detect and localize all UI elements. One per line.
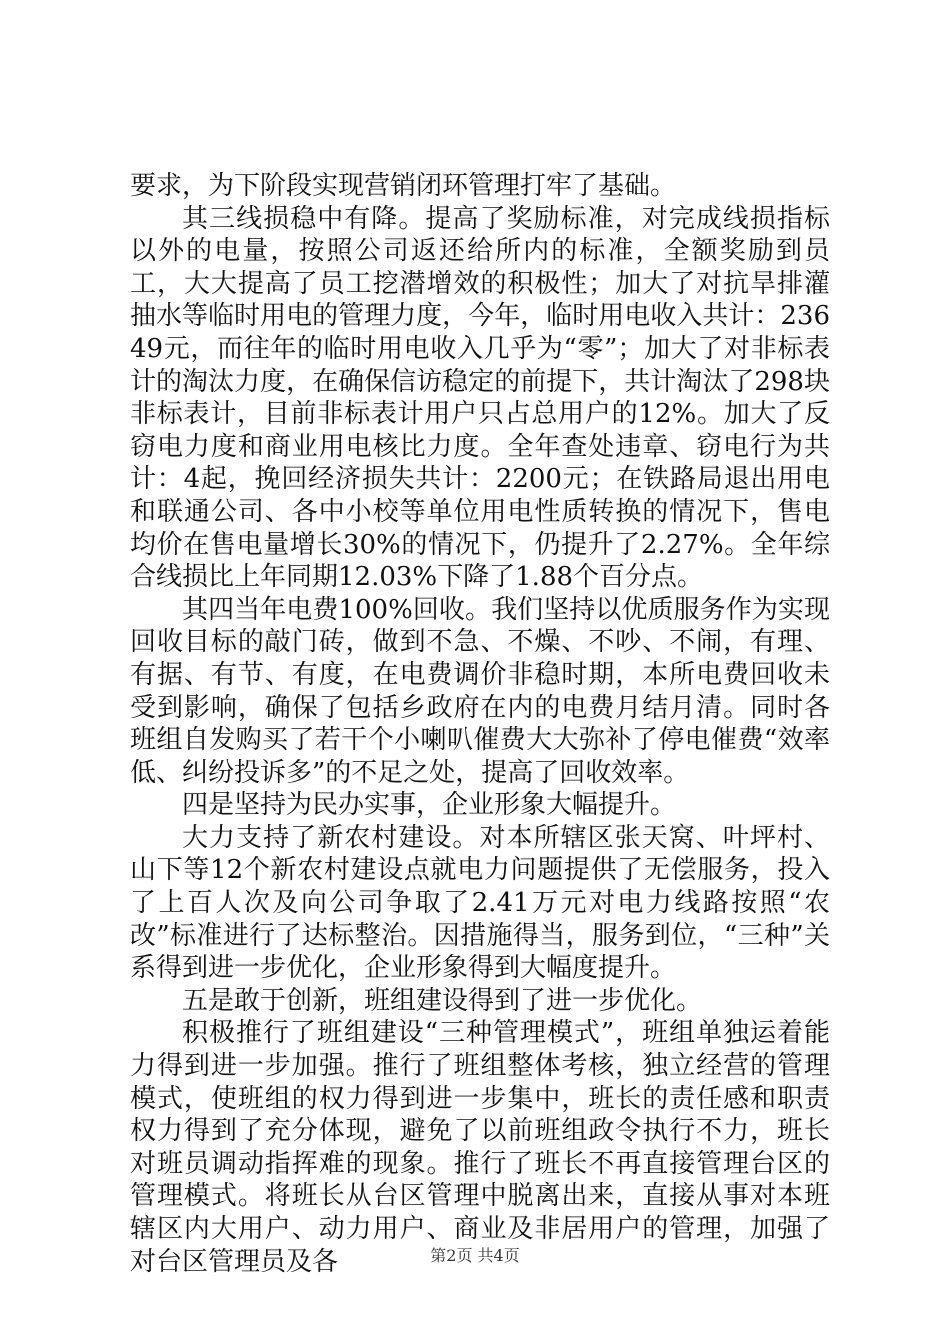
paragraph-4-heading: 四是坚持为民办实事，企业形象大幅提升。 bbox=[182, 790, 677, 821]
paragraph-7: 积极推行了班组建设“三种管理模式”，班组单独运着能力得到进一步加强。推行了班组整体考核，独立经营的管理模式，使班组的权力得到进一步集中，班长的责任感和职责权力得到了充分体现，避免了以前班组政令执行不力，班长对班员调动指挥难的现象。推行了班长不再直接管理台区的管理模式。将班长从台区管理中脱离出来，直接从事对本班辖区内大用户、动力用户、商业及非居用户的管理，加强了对台区管理员及各 bbox=[130, 1018, 830, 1277]
paragraph-3: 其四当年电费100%回收。我们坚持以优质服务作为实现回收目标的敲门砖，做到不急、不燥、不吵、不闹，有理、有据、有节、有度，在电费调价非稳时期，本所电费回收未受到影响，确保了包括乡政府在内的电费月结月清。同时各班组自发购买了若干个小喇叭催费大大弥补了停电催费“效率低、纠纷投诉多”的不足之处，提高了回收效率。 bbox=[130, 594, 830, 788]
paragraph-1: 要求，为下阶段实现营销闭环管理打牢了基础。 bbox=[130, 171, 677, 201]
page-number-footer: 第2页 共4页 bbox=[430, 1246, 520, 1265]
paragraph-5: 大力支持了新农村建设。对本所辖区张天窝、叶坪村、山下等12个新农村建设点就电力问题提供了无偿服务，投入了上百人次及向公司争取了2.41万元对电力线路按照“农改”标准进行了达标整治。因措施得当，服务到位，“三种”关系得到进一步优化，企业形象得到大幅度提升。 bbox=[130, 822, 830, 984]
document-body bbox=[130, 170, 830, 1278]
paragraph-6-heading: 五是敢于创新，班组建设得到了进一步优化。 bbox=[182, 985, 703, 1016]
paragraph-2: 其三线损稳中有降。提高了奖励标准，对完成线损指标以外的电量，按照公司返还给所内的标准，全额奖励到员工，大大提高了员工挖潜增效的积极性；加大了对抗旱排灌抽水等临时用电的管理力度，今年，临时用电收入共计：23649元，而往年的临时用电收入几乎为“零”；加大了对非标表计的淘汰力度，在确保信访稳定的前提下，共计淘汰了298块非标表计，目前非标表计用户只占总用户的12%。加大了反窃电力度和商业用电核比力度。全年查处违章、窃电行为共计：4起，挽回经济损失共计：2200元；在铁路局退出用电和联通公司、各中小校等单位用电性质转换的情况下，售电均价在售电量增长30%的情况下，仍提升了2.27%。全年综合线损比上年同期12.03%下降了1.88个百分点。 bbox=[130, 203, 830, 593]
